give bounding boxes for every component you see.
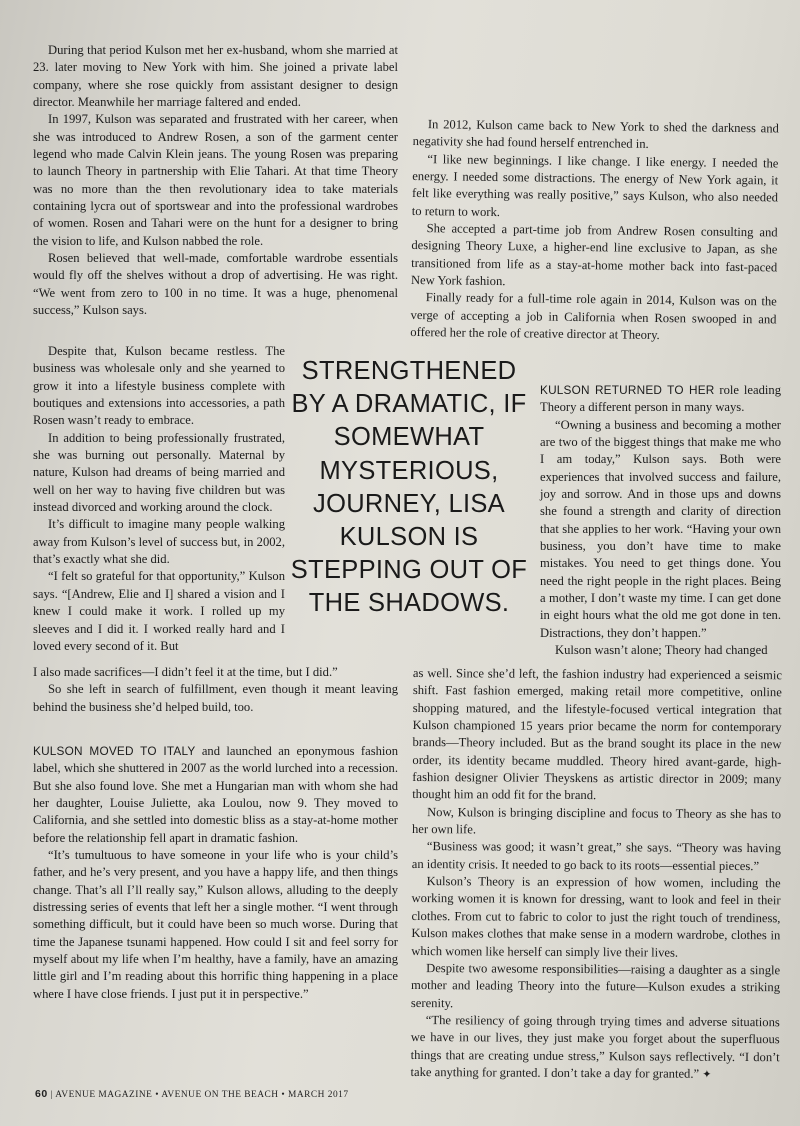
paragraph: Kulson’s Theory is an expression of how women, including the working women it is known for dressing, want to look and feel in their clothes. From cut to fabric to color to just the right touch of trendiness, Kulson makes clothes that make sense in a modern wardrobe, clothes in which women like herself can simply live their lives. bbox=[411, 874, 781, 960]
page-number: 60 bbox=[35, 1088, 48, 1100]
paragraph-text: role leading Theory a different person in many ways. bbox=[540, 383, 781, 415]
paragraph: During that period Kulson met her ex-husband, whom she married at 23. later moving to New York with him. She joined a private label company, where she rose quickly from assistant designer to design director. Meanwhile her marriage faltered and ended. bbox=[33, 43, 398, 110]
pull-quote: STRENGTHENED BY A DRAMATIC, IF SOMEWHAT MYSTERIOUS, JOURNEY, LISA KULSON IS STEPPING OUT OF THE SHADOWS. bbox=[290, 357, 528, 618]
paragraph: “I felt so grateful for that opportunity,” Kulson says. “[Andrew, Elie and I] shared a vision and I knew I could make it work. I rolled up my sleeves and I did it. I worked really hard and I loved every second of it. But bbox=[33, 569, 285, 653]
paragraph: She accepted a part-time job from Andrew Rosen consulting and designing Theory Luxe, a higher-end line exclusive to Japan, as she transitioned from life as a stay-at-home mother back into fast-paced New York fashion. bbox=[410, 221, 778, 289]
left-column-top bbox=[33, 42, 398, 320]
page-footer bbox=[35, 1088, 349, 1100]
paragraph: “It’s tumultuous to have someone in your life who is your child’s father, and he’s very present, and you have a happy life, and then things change. That’s all I’ll really say,” Kulson allows, alluding to the deeply distressing series of events that left her a single mother. “I went through something difficult, but it could have been so much worse. During that time the Japanese tsunami happened. How could I sit and feel sorry for myself about my life when I’m healthy, have a family, have an amazing little girl and I’m reading about this horrific thing happening in a place where I have close friends. I just put it in perspective.” bbox=[33, 848, 398, 1001]
paragraph: as well. Since she’d left, the fashion industry had experienced a seismic shift. Fast fashion emerged, making retail more competitive, online shopping matured, and the lifestyle-focused vertical integration that Kulson championed 15 years prior became the norm for contemporary brands—Theory included. But as the brand sought its place in the new order, its identity became muddled. Theory hired avant-garde, high-fashion designer Olivier Theyskens as artistic director in 2009; many thought him an odd fit for the brand. bbox=[412, 666, 782, 803]
footer-text: | AVENUE MAGAZINE • AVENUE ON THE BEACH • MARCH 2017 bbox=[47, 1090, 349, 1100]
paragraph: “I like new beginnings. I like change. I like energy. I needed the energy. I needed some distractions. The energy of New York again, it felt like everything was really positive,” says Kulson, who also needed to return to work. bbox=[411, 151, 779, 219]
paragraph-text: “The resiliency of going through trying times and adverse situations we have in our lives, they just make you forget about the superfluous things that are creating undue stress,” Kulson says reflectively. “I don’t take anything for granted. I don’t take a day for granted.” bbox=[410, 1012, 780, 1081]
right-column-top bbox=[410, 116, 779, 346]
section-opening-paragraph bbox=[33, 743, 398, 847]
end-mark-icon: ✦ bbox=[702, 1068, 712, 1081]
paragraph: Rosen believed that well-made, comfortable wardrobe essentials would fly off the shelves without a drop of advertising. He was right. “We went from zero to 100 in no time. It was a huge, phenomenal success,” Kulson says. bbox=[33, 251, 398, 318]
paragraph: In 1997, Kulson was separated and frustrated with her career, when she was introduced to Andrew Rosen, a son of the garment center legend who made Calvin Klein jeans. The young Rosen was preparing to launch Theory in partnership with Elie Tahari. At that time Theory was no more than the then revolutionary idea to take materials containing lycra out of sportswear and into the professional wardrobes of women. Rosen and Tahari were on the hunt for a designer to bring the vision to life, and Kulson nabbed the role. bbox=[33, 112, 398, 248]
left-column-continued bbox=[33, 664, 398, 716]
paragraph: Despite that, Kulson became restless. The business was wholesale only and she yearned to grow it into a lifestyle business complete with boutiques and extensions into accessories, a path Rosen wasn’t ready to embrace. bbox=[33, 344, 285, 428]
paragraph: Kulson wasn’t alone; Theory had changed bbox=[555, 643, 768, 658]
section-lead-in: KULSON MOVED TO ITALY bbox=[33, 744, 196, 758]
paragraph-text: and launched an eponymous fashion label, which she shuttered in 2007 as the world lurched into a recession. But she also found love. She met a Hungarian man with whom she had her daughter, Louise Juliette, aka Loulou, now 9. They moved to California, and she settled into domestic bliss as a stay-at-home mother before the relationship fell apart in dramatic fashion. bbox=[33, 744, 398, 845]
paragraph: So she left in search of fulfillment, even though it meant leaving behind the business she’d helped build, too. bbox=[33, 682, 398, 714]
left-column-section bbox=[33, 743, 398, 1003]
paragraph: Despite two awesome responsibilities—raising a daughter as a single mother and leading Theory into the future—Kulson exudes a striking serenity. bbox=[410, 960, 781, 1010]
paragraph: “Owning a business and becoming a mother are two of the biggest things that make me who I am today,” Kulson says. Both were experiences that involved success and failure, joy and sorrow. And in those ups and downs she found a strength and clarity of direction that she applies to her work. “Having your own business, you don’t have time to make mistakes. You need to get things done. You need the right people in the right places. Being a mother, I don’t waste my time. I can get done in eight hours what the old me got done in ten. Distractions, they don’t happen.” bbox=[540, 417, 781, 640]
left-column-narrow bbox=[33, 343, 285, 655]
paragraph: I also made sacrifices—I didn’t feel it at the time, but I did.” bbox=[33, 665, 338, 679]
paragraph bbox=[410, 1012, 779, 1085]
paragraph: “Business was good; it wasn’t great,” she says. “Theory was having an identity crisis. It needed to go back to its roots—essential pieces.” bbox=[411, 839, 781, 873]
right-column-continued bbox=[410, 665, 782, 1084]
section-opening-paragraph bbox=[540, 382, 781, 417]
right-column-narrow bbox=[540, 382, 781, 660]
paragraph: In 2012, Kulson came back to New York to shed the darkness and negativity she had found herself entrenched in. bbox=[412, 117, 779, 152]
paragraph: In addition to being professionally frustrated, she was burning out personally. Maternal by nature, Kulson had dreams of being married and well on her way to having five children but was instead divorced and working around the clock. bbox=[33, 430, 285, 515]
paragraph: It’s difficult to imagine many people walking away from Kulson’s level of success but, in 2002, that’s exactly what she did. bbox=[33, 517, 285, 567]
paragraph: Finally ready for a full-time role again in 2014, Kulson was on the verge of accepting a job in California when Rosen swooped in and offered her the role of creative director at Theory. bbox=[410, 290, 777, 343]
paragraph: Now, Kulson is bringing discipline and focus to Theory as she has to her own life. bbox=[411, 804, 782, 837]
section-lead-in: KULSON RETURNED TO HER bbox=[540, 383, 715, 397]
